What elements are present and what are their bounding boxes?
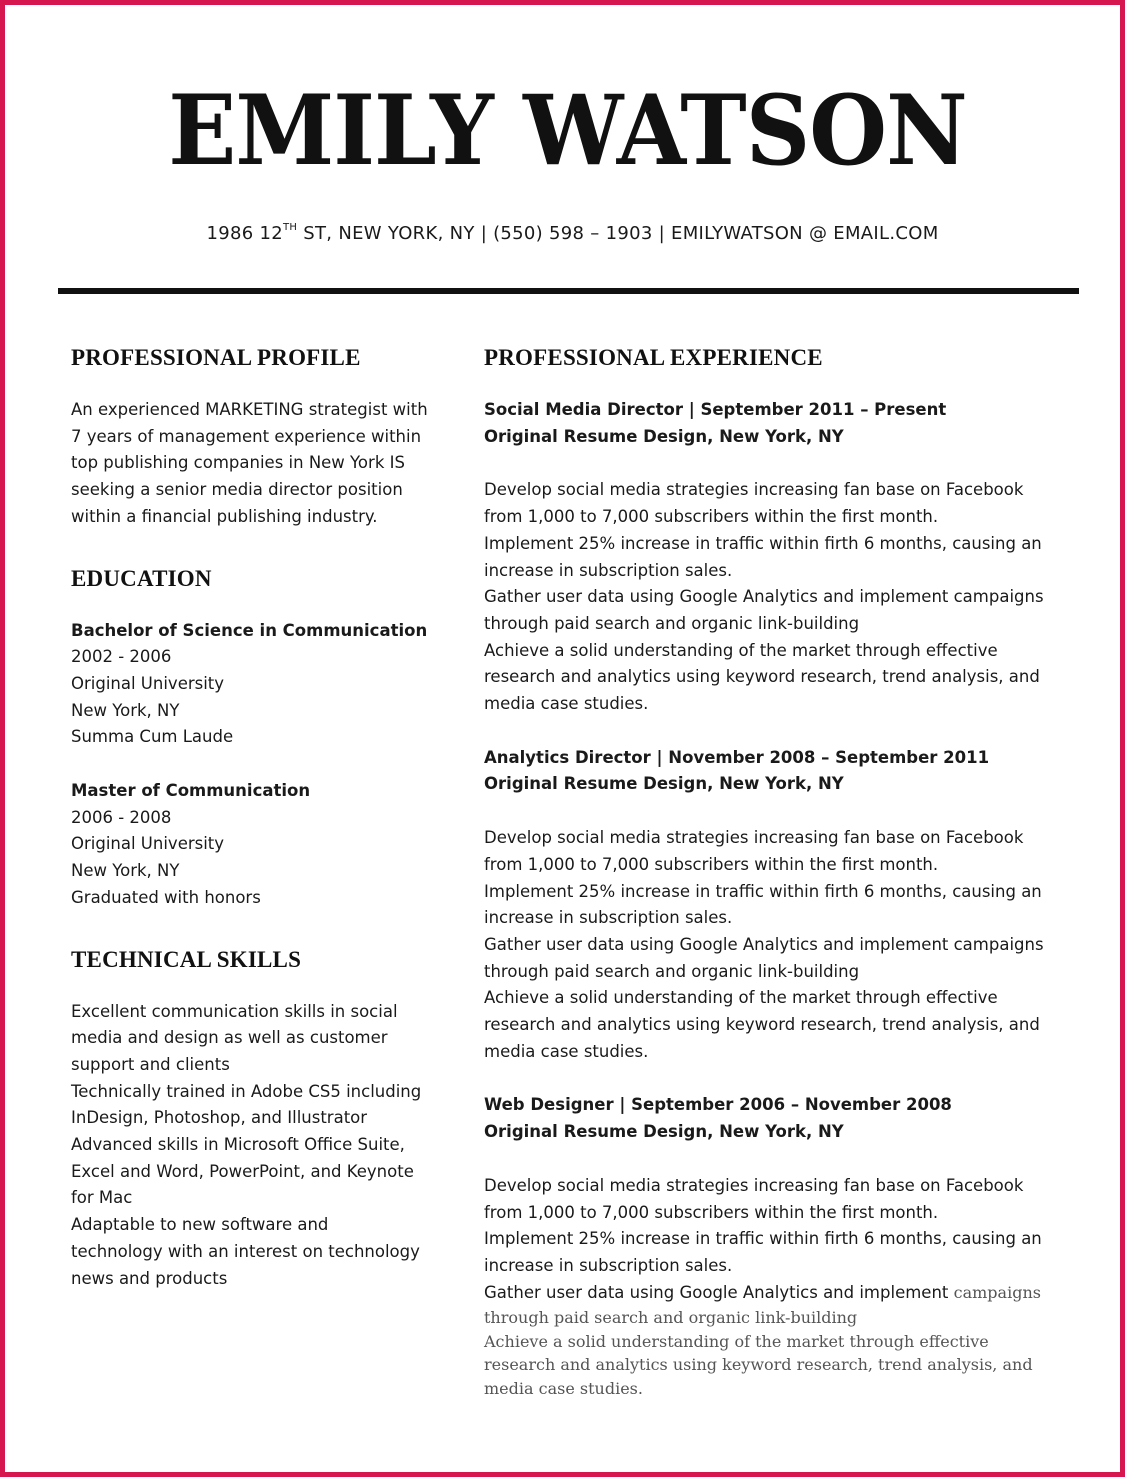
skill-line: Excellent communication skills in social (71, 1001, 398, 1021)
job-title: Social Media Director | September 2011 – Present (484, 400, 947, 419)
skills-text (71, 999, 456, 1293)
job-line: media case studies. (484, 694, 649, 714)
job-line (484, 1280, 1084, 1307)
skill-line: Technically trained in Adobe CS5 including (71, 1081, 422, 1101)
degree: Master of Communication (71, 781, 311, 801)
degree-years: 2002 - 2006 (71, 647, 172, 667)
header-divider (58, 288, 1079, 294)
job-line: from 1,000 to 7,000 subscribers within the first month. (484, 1202, 939, 1222)
job-line-faded: media case studies. (484, 1378, 643, 1398)
left-column (71, 343, 456, 1292)
job-line: Develop social media strategies increasing fan base on Facebook (484, 828, 1024, 848)
job-company: Original Resume Design, New York, NY (484, 426, 844, 446)
job-line: through paid search and organic link-building (484, 613, 860, 633)
job-line: through paid search and organic link-building (484, 961, 860, 981)
job-line: Implement 25% increase in traffic within firth 6 months, causing an (484, 1229, 1042, 1249)
job-line: increase in subscription sales. (484, 908, 733, 928)
job-entry (484, 397, 1084, 718)
degree-years: 2006 - 2008 (71, 807, 172, 827)
honor: Summa Cum Laude (71, 727, 234, 747)
job-line: Achieve a solid understanding of the market through effective (484, 988, 998, 1008)
job-company: Original Resume Design, New York, NY (484, 1122, 844, 1142)
profile-line: 7 years of management experience within (71, 426, 422, 446)
job-line-faded: through paid search and organic link-building (484, 1308, 858, 1328)
education-heading: EDUCATION (71, 565, 212, 591)
profile-line: An experienced MARKETING strategist with (71, 400, 428, 419)
skill-line: technology with an interest on technology (71, 1241, 420, 1261)
contact-line (5, 223, 1125, 244)
profile-heading: PROFESSIONAL PROFILE (71, 345, 361, 370)
skill-line: Advanced skills in Microsoft Office Suite, (71, 1135, 405, 1155)
school-location: New York, NY (71, 700, 180, 720)
job-line-start: Gather user data using Google Analytics and implement (484, 1282, 949, 1302)
job-line: increase in subscription sales. (484, 1255, 733, 1275)
school-location: New York, NY (71, 861, 180, 881)
profile-line: within a financial publishing industry. (71, 506, 378, 526)
skill-line: InDesign, Photoshop, and Illustrator (71, 1108, 368, 1128)
job-line: research and analytics using keyword research, trend analysis, and (484, 667, 1040, 687)
job-line: Gather user data using Google Analytics and implement campaigns (484, 934, 1044, 954)
job-line: Develop social media strategies increasing fan base on Facebook (484, 480, 1024, 500)
candidate-name: EMILY WATSON (168, 74, 967, 187)
job-line: Implement 25% increase in traffic within firth 6 months, causing an (484, 881, 1042, 901)
profile-line: top publishing companies in New York IS (71, 453, 405, 473)
education-entry (71, 618, 456, 752)
job-title: Web Designer | September 2006 – November 2008 (484, 1095, 952, 1115)
profile-text (71, 397, 456, 531)
job-line: Gather user data using Google Analytics and implement campaigns (484, 587, 1044, 607)
school: Original University (71, 834, 225, 854)
job-line: Achieve a solid understanding of the market through effective (484, 640, 998, 660)
job-line: from 1,000 to 7,000 subscribers within the first month. (484, 854, 939, 874)
job-entry (484, 1092, 1084, 1400)
degree: Bachelor of Science in Communication (71, 620, 428, 640)
skill-line: Adaptable to new software and (71, 1215, 329, 1235)
job-company: Original Resume Design, New York, NY (484, 774, 844, 794)
address-number: 1986 12 (206, 223, 283, 244)
school: Original University (71, 673, 225, 693)
job-line: from 1,000 to 7,000 subscribers within the first month. (484, 507, 939, 527)
address-ordinal: TH (283, 222, 298, 233)
skill-line: support and clients (71, 1054, 230, 1074)
job-title: Analytics Director | November 2008 – September 2011 (484, 747, 990, 767)
job-line: media case studies. (484, 1041, 649, 1061)
job-line: Implement 25% increase in traffic within firth 6 months, causing an (484, 533, 1042, 553)
job-line-faded: research and analytics using keyword research, trend analysis, and (484, 1355, 1033, 1375)
skill-line: news and products (71, 1268, 228, 1288)
profile-line: seeking a senior media director position (71, 480, 403, 500)
job-entry (484, 745, 1084, 1066)
job-line-faded: Achieve a solid understanding of the market through effective (484, 1331, 989, 1351)
skill-line: for Mac (71, 1188, 133, 1208)
job-line-faded-tail: campaigns (953, 1282, 1041, 1302)
right-column (484, 343, 1084, 1400)
job-line: research and analytics using keyword research, trend analysis, and (484, 1015, 1040, 1035)
skill-line: media and design as well as customer (71, 1028, 388, 1048)
job-line: Develop social media strategies increasing fan base on Facebook (484, 1175, 1024, 1195)
honor: Graduated with honors (71, 887, 261, 907)
education-entry (71, 778, 456, 912)
contact-details: ST, NEW YORK, NY | (550) 598 – 1903 | EMILYWATSON @ EMAIL.COM (297, 223, 939, 244)
job-line: increase in subscription sales. (484, 560, 733, 580)
skills-heading: TECHNICAL SKILLS (71, 946, 302, 972)
experience-heading: PROFESSIONAL EXPERIENCE (484, 345, 823, 370)
skill-line: Excel and Word, PowerPoint, and Keynote (71, 1161, 414, 1181)
